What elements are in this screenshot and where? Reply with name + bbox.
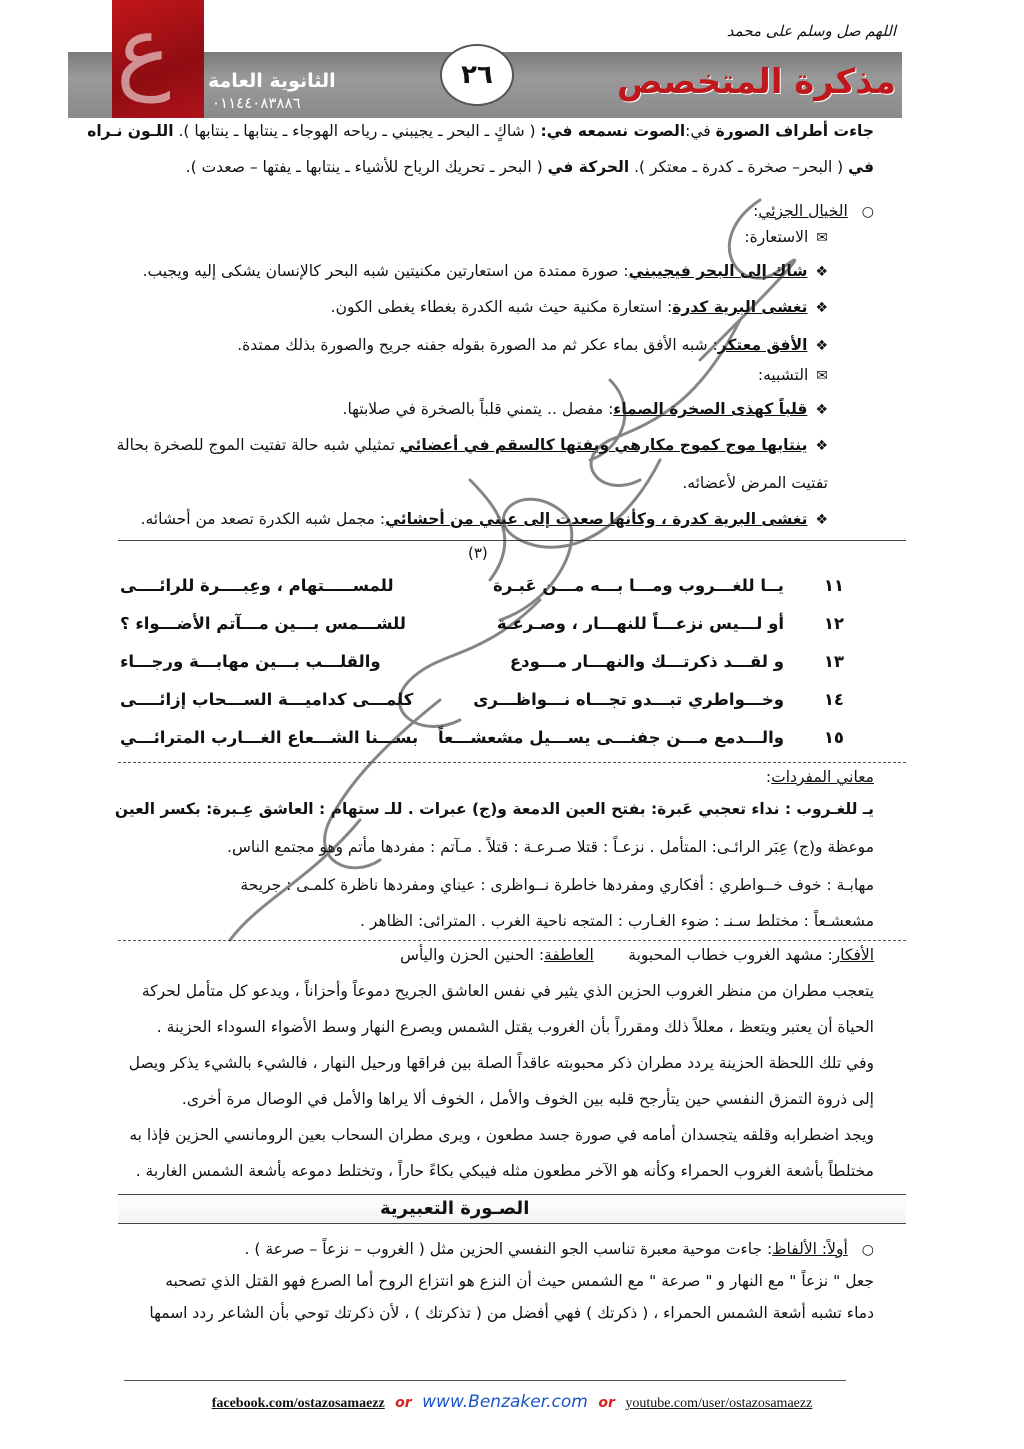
facebook-link[interactable]: facebook.com/ostazosamaezz (211, 1396, 385, 1411)
footer: facebook.com/ostazosamaezz or www.Benzaker.com or youtube.com/user/ostazosamaezz (211, 1392, 813, 1412)
section-divider (118, 940, 906, 941)
verse-first-half: أو لـــيس نزعـــاً للنهـــار ، وصـرعـة (496, 614, 784, 633)
brand-phone: ٠١١٤٤٠٨٣٨٨٦ (212, 94, 301, 112)
explanation-line: إلى ذروة التمزق النفسي حين يتأرجح قلبه بين الخوف والأمل ، الخوف ألا يراها والأمل في الوصال مرة أخرى. (181, 1090, 874, 1108)
circle-bullet-icon: ○ (861, 204, 874, 220)
verse-second-half: والقلـــب بـــين مهابـــة ورجـــاء (120, 652, 381, 671)
brand-title: مذكرة المتخصص (616, 62, 896, 102)
envelope-bullet-icon: ✉ (816, 368, 828, 384)
stanza-number: (٣) (468, 544, 488, 562)
verse-second-half: للشـــمس بـــين مـــآتم الأضـــواء ؟ (120, 614, 406, 633)
verse-second-half: للمســـــتهام ، وعِبــــرة للرائــــى (120, 576, 394, 595)
metaphor-item: ❖شاك إلى البحر فيجيبني: صورة ممتدة من استعارتين مكنيتين شبه البحر كالإنسان يشكى إليه ويجيب. (142, 262, 828, 280)
simile-item: ❖قلباً كهذى الصخرة الصماء: مفصل .. يتمني قلباً بالصخرة في صلابتها. (342, 400, 828, 418)
vocab-line: مشعشـعاً : مختلط سـنـ : ضوء الغـارب : المتجه ناحية الغرب . المترائى: الظاهر . (360, 912, 874, 930)
diamond-bullet-icon: ❖ (815, 338, 828, 354)
simile-item: ❖تغشى البرية كدرة ، وكأنها صعدت إلى عيني من أحشائي: مجمل شبه الكدرة تصعد من أحشائه. (140, 510, 828, 528)
website-link[interactable]: www.Benzaker.com (422, 1392, 588, 1412)
diamond-bullet-icon: ❖ (815, 438, 828, 454)
verse-first-half: و لقـــد ذكرتـــك والنهـــار مـــودع (509, 652, 784, 671)
poem-verse: ١٣ و لقـــد ذكرتـــك والنهـــار مـــودع والقلـــب بـــين مهابـــة ورجـــاء (120, 652, 844, 671)
explanation-line: ويجد اضطرابه وقلقه يتجسدان أمامه في صورة جسد مطعون ، ويرى مطران السحاب بعين الرومانسي الحزين فإذا به (129, 1126, 874, 1144)
verse-first-half: يــا للغـــروب ومـــا بـــه مـــن عَبـرة (493, 576, 784, 595)
simile-item-continuation: تفتيت المرض لأعضائه. (682, 474, 828, 492)
partial-imagery-heading: ○الخيال الجزئي: (753, 202, 874, 220)
youtube-link[interactable]: youtube.com/user/ostazosamaezz (625, 1396, 813, 1411)
expressive-line: جعل " نزعاً " مع النهار و " صرعة " مع الشمس حيث أن النزع هو انتزاع الروح أما الصرع فهو القتل الذي تصحبه (165, 1272, 874, 1290)
section-title: الصـورة التعبيرية (380, 1198, 530, 1219)
section-divider (118, 540, 906, 541)
diamond-bullet-icon: ❖ (815, 264, 828, 280)
verse-first-half: وخـــواطري تبـــدو تجـــاه نـــواظـــرى (473, 690, 784, 709)
prayer-text: اللهم صل وسلم على محمد (726, 22, 896, 40)
footer-divider (124, 1380, 846, 1381)
expressive-line: دماء تشبه أشعة الشمس الحمراء ، ( ذكرتك ) فهي أفضل من ( تذكرتك ) ، لأن ذكرتك توحي بأن الشاعر ردد اسمها (149, 1304, 874, 1322)
metaphor-heading: ✉الاستعارة: (744, 228, 828, 246)
ideas-label: الأفكار (832, 946, 874, 964)
explanation-line: مختلطاً بأشعة الغروب الحمراء وكأنه هو الآخر مطعون مثله فيبكي بكاءً حاراً ، وتختلط دموعه بأشعة الشمس الغاربة . (135, 1162, 874, 1180)
logo-block (112, 0, 204, 118)
section-divider (118, 762, 906, 763)
vocab-line: يـ للغـروب : نداء تعجبي عَبرة: بفتح العين الدمعة و(ج) عبرات . للـ ستهام : العاشق عِـبرة: بكسر العين (114, 800, 874, 818)
intro-label: جاءت أطراف الصورة (715, 122, 874, 140)
diamond-bullet-icon: ❖ (815, 300, 828, 316)
diamond-bullet-icon: ❖ (815, 512, 828, 528)
poem-verse: ١٥ والـــدمع مـــن جفنـــى يســـيل مشعشـــعاً بســـنا الشـــعاع الغـــارب المترائـــي (120, 728, 844, 747)
poem-verse: ١٢ أو لـــيس نزعـــاً للنهـــار ، وصـرعـة للشـــمس بـــين مـــآتم الأضـــواء ؟ (120, 614, 844, 633)
vocab-line: مهابـة : خوف خــواطري : أفكاري ومفردها خاطرة نــواظرى : عيناي ومفردها ناظرة كلمـى : جريحة (240, 876, 874, 894)
intro-line-2: في ( البحر– صخرة ـ كدرة ـ معتكر ). الحركة في ( البحر ـ تحريك الرياح للأشياء ـ ينتابها ـ يفتها – صعدت ). (185, 158, 874, 176)
poem-verse: ١٤ وخـــواطري تبـــدو تجـــاه نـــواظـــرى كلمـــى كداميـــة الســـحاب إزائــــى (120, 690, 844, 709)
vocab-heading: معاني المفردات: (765, 768, 874, 786)
page-number: ٢٦ (440, 44, 514, 106)
expressive-first: ○أولاً: الألفاظ: جاءت موحية معبرة تناسب الجو النفسي الحزين مثل ( الغروب – نزعاً – صرعة ) . (244, 1240, 874, 1258)
poem-verse: ١١ يــا للغـــروب ومـــا بـــه مـــن عَبـرة للمســـــتهام ، وعِبــــرة للرائــــى (120, 576, 844, 595)
simile-heading: ✉التشبيه: (757, 366, 828, 384)
intro-line-1: جاءت أطراف الصورة في:الصوت نسمعه في: ( شاكٍ ـ البحر ـ يجيبني ـ رياحه الهوجاء ـ ينتابها ـ ينتابها ). اللـون نـراه (87, 122, 874, 140)
vocab-line: موعظة و(ج) عِبَر الرائـى: المتأمل . نزعـاً : قتلا صـرعـة : قتلاً . مـآتم : مفردها مأتم وهو مجتمع الناس. (227, 838, 874, 856)
ideas-line: الأفكار: مشهد الغروب خطاب المحبوبة العاطفة: الحنين الحزن واليأس (400, 946, 874, 964)
brand-subtitle: الثانوية العامة (208, 70, 336, 92)
circle-bullet-icon: ○ (861, 1242, 874, 1258)
explanation-line: وفي تلك اللحظة الحزينة يردد مطران ذكر محبوبته عاقداً الصلة بين فراقها ورحيل النهار ، فالشيء بالشيء يذكر ويصل (128, 1054, 874, 1072)
simile-item: ❖ينتابها موج كموج مكارهي ويفتها كالسقم في أعضائي تمثيلي شبه حالة تفتيت الموج للصخرة بحالة (116, 436, 828, 454)
diamond-bullet-icon: ❖ (815, 402, 828, 418)
metaphor-item: ❖تغشى البرية كدرة: استعارة مكنية حيث شبه الكدرة بغطاء يغطى الكون. (330, 298, 828, 316)
explanation-line: الحياة أن يعتبر ويتعظ ، معللاً ذلك ومقرراً بأن الغروب يقتل الشمس ويصرع النهار وسط الأضواء السوداء الحزينة . (156, 1018, 874, 1036)
metaphor-item: ❖الأفق معتكر: شبه الأفق بماء عكر ثم مد الصورة بقوله جفنه جريح والصورة بذلك ممتدة. (237, 336, 828, 354)
emotion-label: العاطفة (544, 946, 594, 964)
verse-second-half: كلمـــى كداميـــة الســـحاب إزائــــى (120, 690, 414, 709)
logo-calligraphy-icon: ع (116, 0, 171, 103)
verse-first-half: والـــدمع مـــن جفنـــى يســـيل مشعشـــعاً (437, 728, 784, 747)
explanation-line: يتعجب مطران من منظر الغروب الحزين الذي يثير في نفس العاشق الجريح دموعاً وأحزاناً ، ويدعو كل متأمل لحركة (141, 982, 874, 1000)
verse-second-half: بســـنا الشـــعاع الغـــارب المترائـــي (120, 728, 419, 747)
envelope-bullet-icon: ✉ (816, 230, 828, 246)
